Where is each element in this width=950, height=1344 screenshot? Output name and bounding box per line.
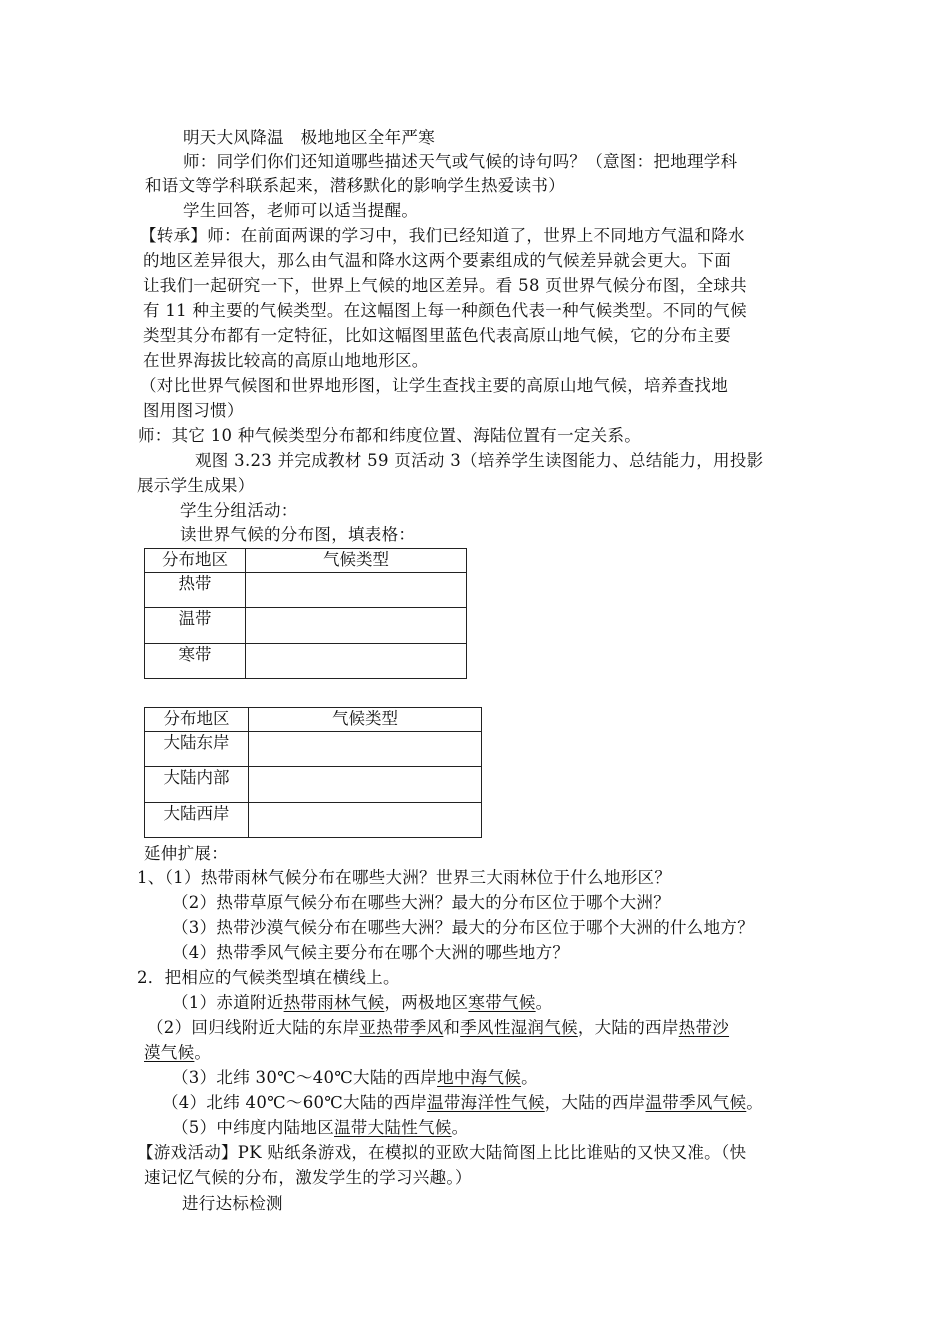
standard-test-line: 进行达标检测 <box>182 1194 283 1213</box>
table-cell-empty <box>249 767 482 803</box>
paragraph-7-line-1: 观图 3.23 并完成教材 59 页活动 3（培养学生读图能力、总结能力，用投影 <box>195 451 764 470</box>
coast-position-table <box>144 707 482 838</box>
answer-blank: 寒带气候 <box>468 993 536 1012</box>
table-cell-empty <box>246 608 467 644</box>
answer-2-line-1: （2）回归线附近大陆的东岸亚热带季风和季风性湿润气候，大陆的西岸热带沙 <box>147 1018 730 1037</box>
question-1-2: （2）热带草原气候分布在哪些大洲？最大的分布区位于哪个大洲？ <box>172 893 670 912</box>
paragraph-2-line-2: 和语文等学科联系起来，潜移默化的影响学生热爱读书） <box>145 176 565 195</box>
paragraph-4-line-3: 让我们一起研究一下，世界上气候的地区差异。看 58 页世界气候分布图，全球共 <box>143 276 747 295</box>
answer-blank: 温带大陆性气候 <box>334 1118 452 1137</box>
answer-blank: 热带雨林气候 <box>283 993 385 1012</box>
table-cell-empty <box>249 732 482 767</box>
answer-blank: 季风性湿润气候 <box>460 1018 578 1037</box>
paragraph-4-line-4: 有 11 种主要的气候类型。在这幅图上每一种颜色代表一种气候类型。不同的气候 <box>143 301 747 320</box>
answer-3: （3）北纬 30℃～40℃大陆的西岸地中海气候。 <box>172 1068 538 1087</box>
table-cell-empty <box>246 573 467 608</box>
game-activity-line-1: 【游戏活动】PK 贴纸条游戏，在模拟的亚欧大陆简图上比比谁贴的又快又准。（快 <box>137 1143 747 1162</box>
paragraph-4-line-5: 类型其分布都有一定特征，比如这幅图里蓝色代表高原山地气候，它的分布主要 <box>143 326 731 345</box>
paragraph-4-line-2: 的地区差异很大，那么由气温和降水这两个要素组成的气候差异就会更大。下面 <box>143 251 731 270</box>
table-row-label: 热带 <box>145 573 246 608</box>
extension-title: 延伸扩展： <box>144 844 228 863</box>
answer-1: （1）赤道附近热带雨林气候，两极地区寒带气候。 <box>172 993 553 1012</box>
paragraph-7-line-2: 展示学生成果） <box>137 476 255 495</box>
question-1-4: （4）热带季风气候主要分布在哪个大洲的哪些地方？ <box>172 943 570 962</box>
table-row-label: 温带 <box>145 608 246 644</box>
table-row-label: 大陆西岸 <box>145 803 249 838</box>
answer-4: （4）北纬 40℃～60℃大陆的西岸温带海洋性气候，大陆的西岸温带季风气候。 <box>162 1093 764 1112</box>
answer-blank: 亚热带季风 <box>359 1018 444 1037</box>
paragraph-8: 学生分组活动： <box>180 501 298 520</box>
question-1-1: 1、（1）热带雨林气候分布在哪些大洲？世界三大雨林位于什么地形区？ <box>137 868 672 887</box>
paragraph-6: 师：其它 10 种气候类型分布都和纬度位置、海陆位置有一定关系。 <box>138 426 642 445</box>
paragraph-5-line-2: 图用图习惯） <box>143 401 244 420</box>
answer-5: （5）中纬度内陆地区温带大陆性气候。 <box>172 1118 469 1137</box>
table-row-label: 寒带 <box>145 644 246 679</box>
table-cell-empty <box>249 803 482 838</box>
answer-blank: 热带沙 <box>678 1018 730 1037</box>
table-header: 分布地区 <box>145 708 249 732</box>
answer-blank: 温带季风气候 <box>645 1093 747 1112</box>
paragraph-5-line-1: （对比世界气候图和世界地形图，让学生查找主要的高原山地气候，培养查找地 <box>140 376 728 395</box>
paragraph-4-line-1: 【转承】师：在前面两课的学习中，我们已经知道了，世界上不同地方气温和降水 <box>140 226 745 245</box>
paragraph-3: 学生回答，老师可以适当提醒。 <box>183 201 419 220</box>
answer-blank: 漠气候 <box>144 1043 195 1062</box>
paragraph-9: 读世界气候的分布图，填表格： <box>180 525 416 544</box>
paragraph-1: 明天大风降温 极地地区全年严寒 <box>183 128 435 147</box>
game-activity-line-2: 速记忆气候的分布，激发学生的学习兴趣。） <box>144 1168 472 1187</box>
paragraph-4-line-6: 在世界海拔比较高的高原山地地形区。 <box>143 351 429 370</box>
table-row-label: 大陆东岸 <box>145 732 249 767</box>
table-row-label: 大陆内部 <box>145 767 249 803</box>
table-header: 气候类型 <box>246 549 467 573</box>
answer-blank: 温带海洋性气候 <box>427 1093 545 1112</box>
table-cell-empty <box>246 644 467 679</box>
paragraph-2-line-1: 师：同学们你们还知道哪些描述天气或气候的诗句吗？（意图：把地理学科 <box>183 152 738 171</box>
answer-blank: 地中海气候 <box>437 1068 522 1087</box>
question-2: 2．把相应的气候类型填在横线上。 <box>137 968 400 987</box>
table-header: 气候类型 <box>249 708 482 732</box>
table-header: 分布地区 <box>145 549 246 573</box>
answer-2-line-2: 漠气候。 <box>144 1043 212 1062</box>
question-1-3: （3）热带沙漠气候分布在哪些大洲？最大的分布区位于哪个大洲的什么地方？ <box>172 918 754 937</box>
climate-zone-table <box>144 548 467 679</box>
